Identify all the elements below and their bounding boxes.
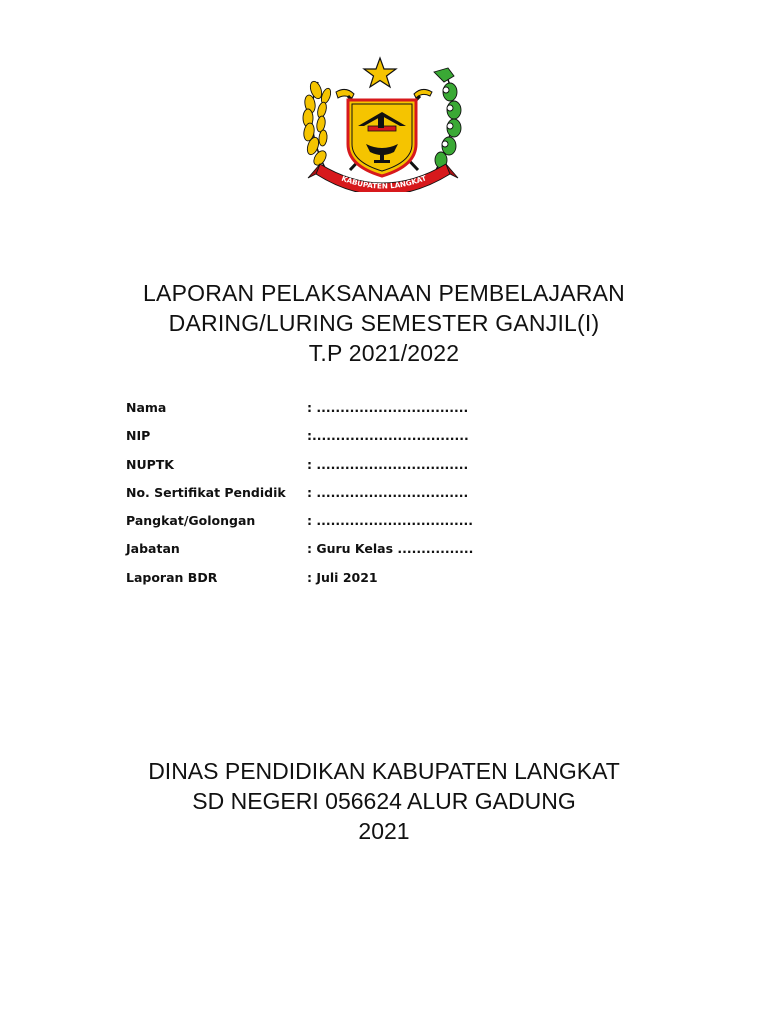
field-row xyxy=(126,428,626,456)
rice-stalk-icon xyxy=(303,80,333,170)
field-value: : Guru Kelas ................ xyxy=(307,541,474,557)
institution-footer xyxy=(0,756,768,846)
field-label: Laporan BDR xyxy=(126,569,218,585)
star-icon xyxy=(364,58,396,87)
field-label: No. Sertifikat Pendidik xyxy=(126,484,286,500)
shield xyxy=(348,100,416,176)
field-value: : ................................. xyxy=(307,513,474,529)
footer-line-2: SD NEGERI 056624 ALUR GADUNG xyxy=(192,788,576,814)
identity-fields xyxy=(126,400,626,598)
title-line-1: LAPORAN PELAKSANAAN PEMBELAJARAN xyxy=(143,280,625,306)
field-row xyxy=(126,457,626,485)
field-value: : Juli 2021 xyxy=(307,569,378,585)
footer-line-1: DINAS PENDIDIKAN KABUPATEN LANGKAT xyxy=(148,758,620,784)
field-row xyxy=(126,570,626,598)
field-value: :................................. xyxy=(307,428,469,444)
title-line-3: T.P 2021/2022 xyxy=(308,340,460,366)
field-row xyxy=(126,485,626,513)
report-title xyxy=(0,278,768,368)
cotton-branch-icon xyxy=(434,68,461,170)
field-row xyxy=(126,513,626,541)
field-row xyxy=(126,400,626,428)
field-label: Nama xyxy=(126,400,167,415)
field-value: : ................................ xyxy=(307,456,469,472)
field-label: NUPTK xyxy=(126,456,174,472)
field-label: Pangkat/Golongan xyxy=(126,513,256,529)
title-line-2: DARING/LURING SEMESTER GANJIL(I) xyxy=(168,310,600,336)
ribbon-text: KABUPATEN LANGKAT xyxy=(340,173,428,191)
footer-line-3: 2021 xyxy=(358,818,410,844)
kabupaten-langkat-emblem xyxy=(296,52,472,192)
field-label: NIP xyxy=(126,428,151,444)
field-value: : ................................ xyxy=(307,484,469,500)
field-label: Jabatan xyxy=(126,541,180,557)
field-row xyxy=(126,541,626,569)
field-value: : ................................ xyxy=(307,400,469,415)
